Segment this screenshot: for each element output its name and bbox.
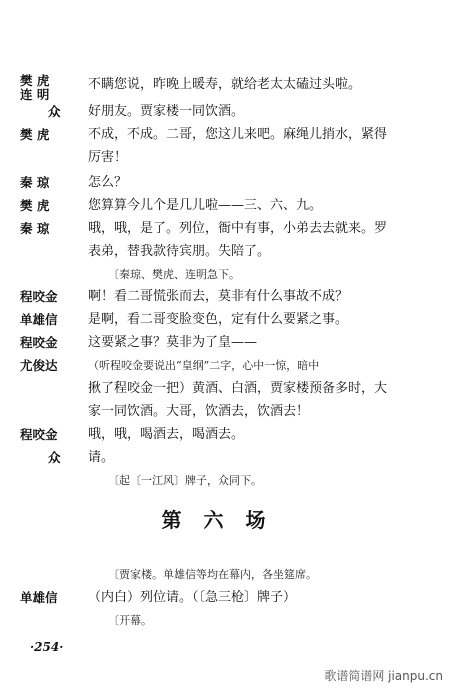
speaker-label: 樊 虎	[20, 198, 50, 213]
dialogue-text: 是啊，看二哥变脸变色，定有什么要紧之事。	[88, 312, 349, 327]
page-number: ·254·	[30, 640, 64, 654]
stage-text: 〔秦琼、樊虎、连明急下。	[108, 268, 240, 281]
dialogue-text: 怎么？	[88, 175, 128, 190]
speaker-label: 单雄信	[20, 312, 58, 327]
speaker-label: 众	[48, 450, 61, 465]
dialogue-text: 这要紧之事？莫非为了皇——	[88, 335, 258, 350]
speaker-label: 樊 虎 连 明	[20, 73, 50, 102]
speaker-label: 众	[48, 104, 61, 119]
dialogue-text: （内白）列位请。（〔急三枪〕牌子）	[88, 590, 297, 605]
dialogue-text: 哦，哦，是了。列位，衙中有事，小弟去去就来。罗	[88, 221, 388, 236]
dialogue-text: 表弟，替我款待宾朋。失陪了。	[88, 244, 271, 259]
stage-text: 〔贾家楼。单雄信等均在幕内，各坐筵席。	[108, 568, 317, 581]
speaker-label: 秦 琼	[20, 221, 50, 236]
dialogue-text: 厉害！	[88, 150, 128, 165]
speaker-label: 程咬金	[20, 289, 58, 304]
dialogue-text: 哦，哦，喝酒去，喝酒去。	[88, 427, 245, 442]
dialogue-text: 好朋友。贾家楼一同饮酒。	[88, 104, 245, 119]
dialogue-text: 您算算今儿个是几儿啦——三、六、九。	[88, 198, 323, 213]
scene-title: 第六场	[161, 508, 288, 532]
dialogue-text: 家一同饮酒。大哥，饮酒去，饮酒去！	[88, 404, 310, 419]
dialogue-text: （听程咬金要说出“皇纲”二字，心中一惊，暗中	[88, 359, 320, 372]
dialogue-text: 揪了程咬金一把）黄酒、白酒，贾家楼预备多时，大	[88, 381, 388, 396]
stage-text: 〔开幕。	[108, 614, 152, 627]
dialogue-text: 啊！看二哥慌张而去，莫非有什么事故不成？	[88, 289, 349, 304]
stage-text: 〔起〔一江风〕牌子，众同下。	[108, 474, 262, 487]
speaker-label: 秦 琼	[20, 175, 50, 190]
dialogue-text: 不瞒您说，昨晚上暖寿，就给老太太磕过头啦。	[88, 77, 362, 92]
speaker-label: 程咬金	[20, 427, 58, 442]
watermark: 歌谱简谱网 jianpu.cn	[324, 669, 443, 683]
dialogue-line	[20, 70, 415, 100]
speaker-label: 尤俊达	[20, 358, 58, 373]
speaker-label: 程咬金	[20, 335, 58, 350]
speaker-label: 单雄信	[20, 590, 58, 605]
dialogue-text: 请。	[88, 450, 115, 465]
speaker-label: 樊 虎	[20, 127, 50, 142]
dialogue-text: 不成，不成。二哥，您这儿来吧。麻绳儿捎水，紧得	[88, 127, 388, 142]
